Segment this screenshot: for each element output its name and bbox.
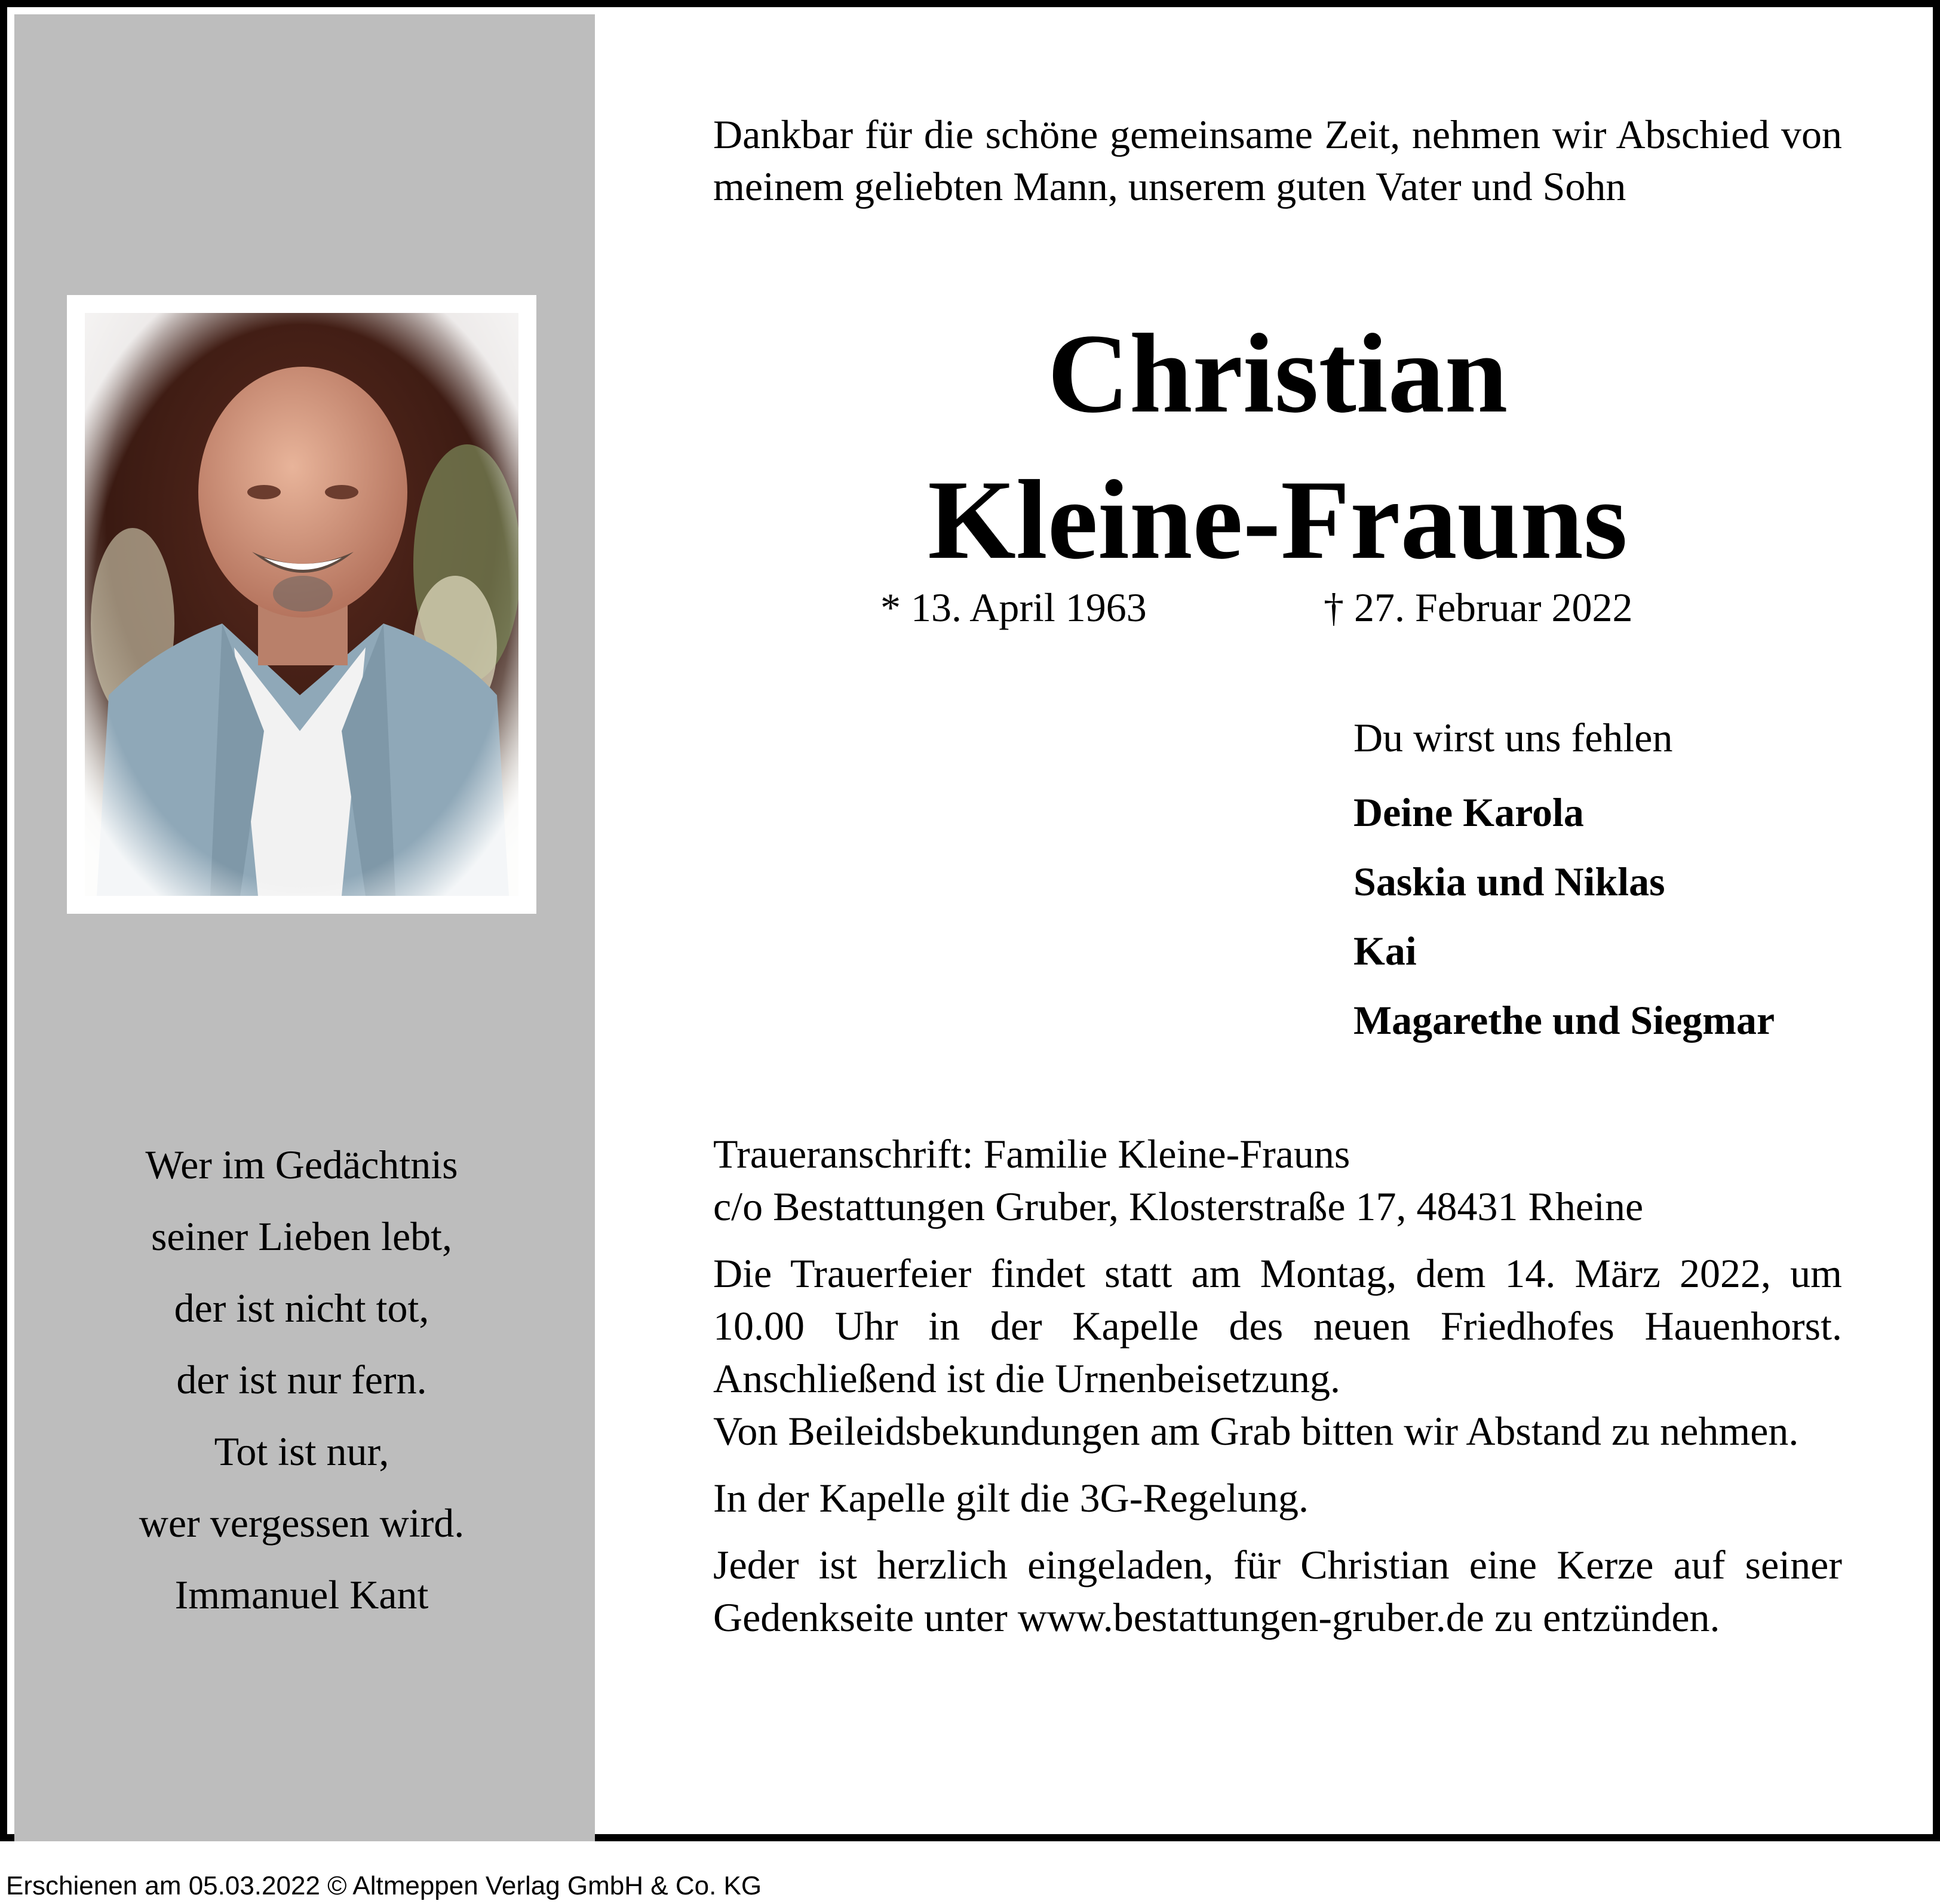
first-name: Christian <box>1047 311 1508 437</box>
condolences-text: Von Beileidsbekundungen am Grab bitten wir Abstand zu nehmen. <box>713 1408 1799 1454</box>
quote-author: Immanuel Kant <box>174 1572 429 1617</box>
family-member: Saskia und Niklas <box>1353 859 1665 904</box>
family-member: Deine Karola <box>1353 790 1584 835</box>
deceased-name <box>713 301 1842 594</box>
family-list <box>1353 788 1775 1065</box>
intro-text: Dankbar für die schöne gemeinsame Zeit, nehmen wir Abschied von meinem geliebten Mann, unserem guten Vater und Sohn <box>713 112 1842 209</box>
candle-text: Jeder ist herzlich eingeladen, für Christian eine Kerze auf seiner Gedenkseite unter www.bestattungen-gruber.de zu entzünden. <box>713 1542 1842 1640</box>
ceremony-text: Die Trauerfeier findet statt am Montag, dem 14. März 2022, um 10.00 Uhr in der Kapelle des neuen Friedhofes Hauenhorst. Anschließend ist die Urnenbeisetzung. <box>713 1251 1842 1401</box>
family-member: Magarethe und Siegmar <box>1353 997 1775 1043</box>
death-date: † 27. Februar 2022 <box>1324 585 1633 630</box>
kant-quote <box>67 1141 536 1642</box>
address-line-1: Traueranschrift: Familie Kleine-Frauns <box>713 1131 1350 1177</box>
quote-line: der ist nur fern. <box>176 1357 427 1402</box>
rule-text: In der Kapelle gilt die 3G-Regelung. <box>713 1475 1309 1521</box>
last-name: Kleine-Frauns <box>928 457 1628 583</box>
quote-line: wer vergessen wird. <box>139 1500 465 1546</box>
portrait-photo <box>67 295 536 914</box>
portrait-image <box>85 313 518 896</box>
missed-line: Du wirst uns fehlen <box>1353 715 1673 760</box>
publication-footer: Erschienen am 05.03.2022 © Altmeppen Verlag GmbH & Co. KG <box>6 1871 762 1900</box>
birth-date: * 13. April 1963 <box>880 585 1147 630</box>
family-member: Kai <box>1353 928 1417 974</box>
details-block <box>713 1128 1842 1658</box>
quote-line: seiner Lieben lebt, <box>151 1214 453 1259</box>
quote-line: der ist nicht tot, <box>174 1285 429 1331</box>
quote-line: Tot ist nur, <box>214 1429 389 1474</box>
address-line-2: c/o Bestattungen Gruber, Klosterstraße 17, 48431 Rheine <box>713 1184 1644 1229</box>
quote-line: Wer im Gedächtnis <box>145 1142 458 1187</box>
